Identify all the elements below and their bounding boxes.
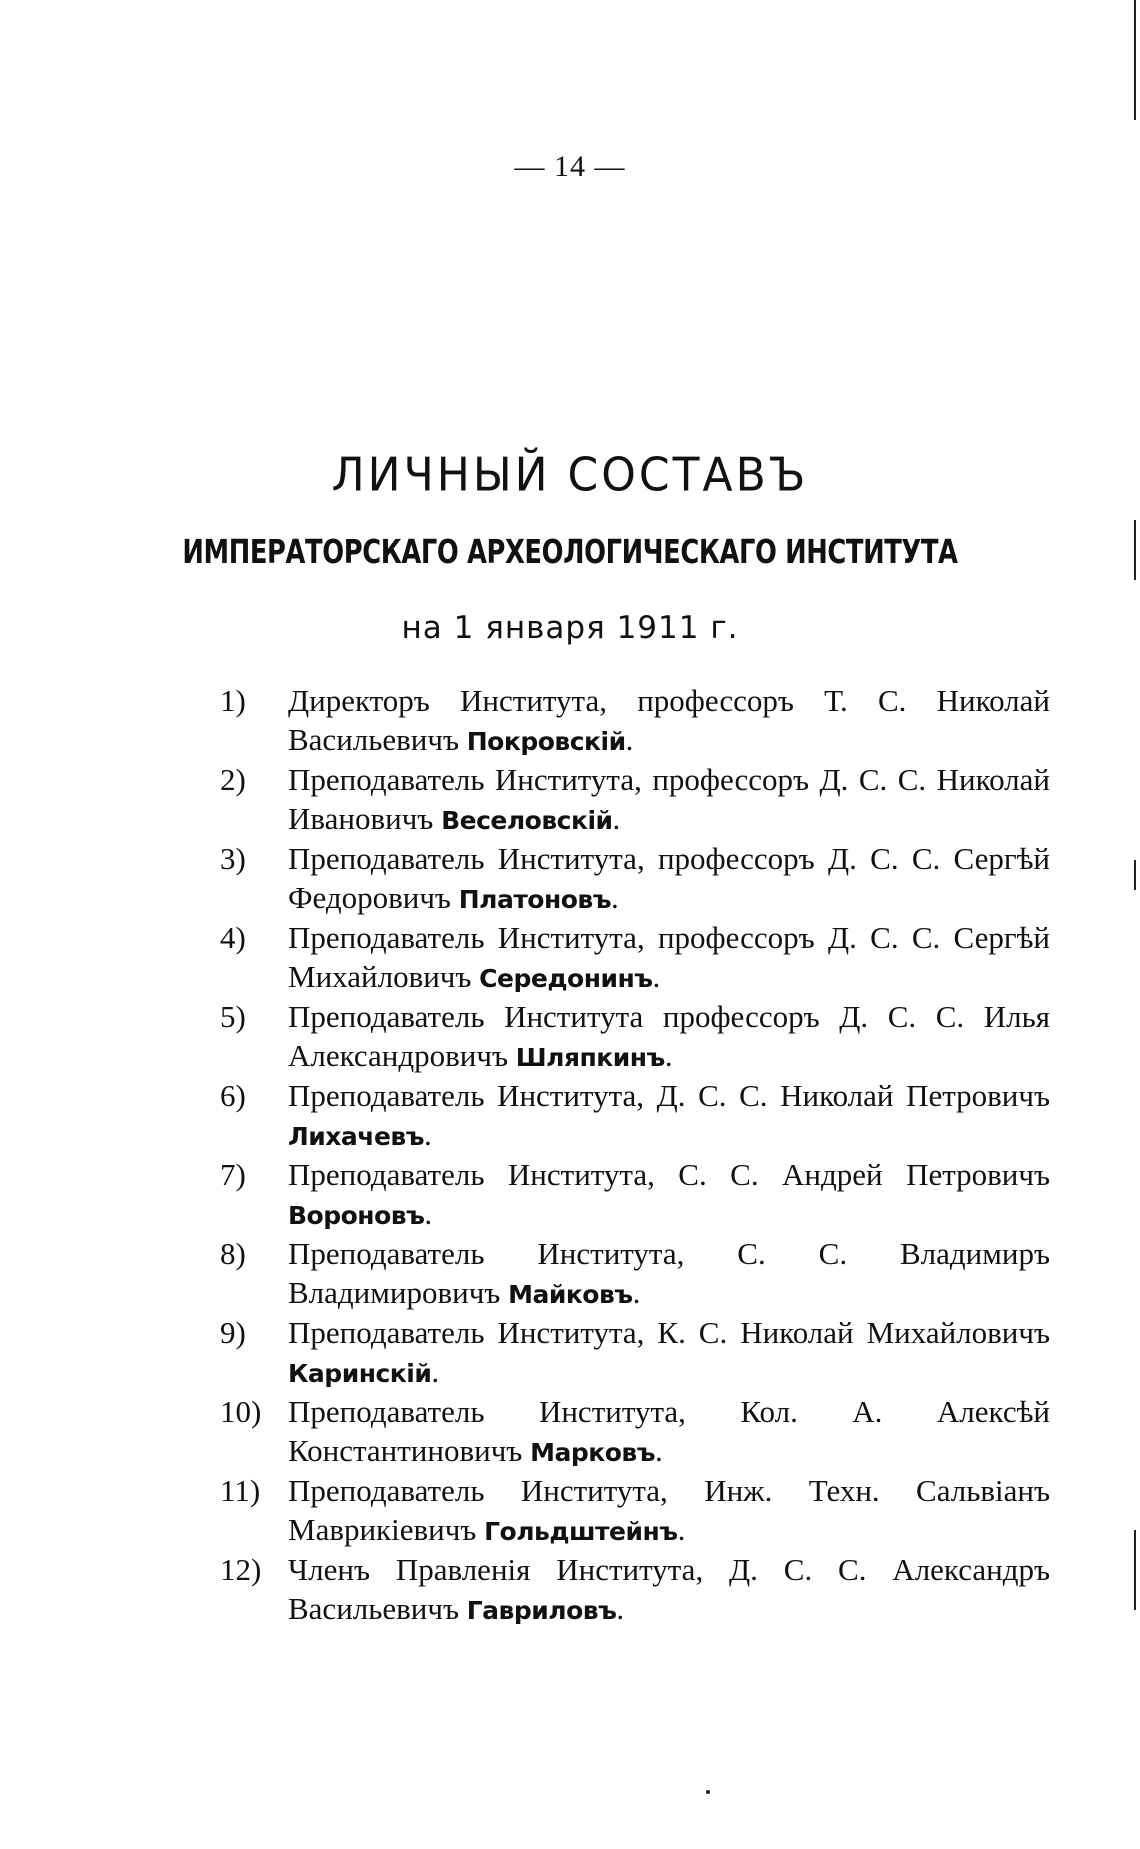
staff-item <box>220 1472 1050 1551</box>
item-text: Преподаватель Института, Кол. А. Алексѣй Константиновичъ <box>288 1394 1050 1468</box>
item-end: . <box>616 1590 625 1626</box>
page-title: ЛИЧНЫЙ СОСТАВЪ <box>331 448 809 503</box>
item-end: . <box>431 1353 440 1389</box>
staff-item <box>220 1314 1050 1393</box>
item-end: . <box>424 1116 432 1152</box>
item-end: . <box>655 1432 663 1468</box>
page-number: — 14 — <box>514 150 626 183</box>
item-text: Преподаватель Института, К. С. Николай Михайловичъ <box>288 1315 1050 1350</box>
item-number: 4) <box>220 920 246 955</box>
staff-list <box>220 682 1050 1630</box>
item-text: Членъ Правленія Института, Д. С. С. Александръ Васильевичъ <box>288 1552 1050 1626</box>
item-end: . <box>664 1037 673 1073</box>
item-number: 9) <box>220 1315 246 1350</box>
staff-item <box>220 682 1050 761</box>
staff-item <box>220 840 1050 919</box>
item-text: Директоръ Института, профессоръ Т. С. Николай Васильевичъ <box>288 683 1050 757</box>
subtitle-text: ИМПЕРАТОРСКАГО АРХЕОЛОГИЧЕСКАГО ИНСТИТУТА <box>182 532 958 571</box>
item-surname: Шляпкинъ <box>515 1042 665 1072</box>
item-text: Преподаватель Института, Д. С. С. Николай Петровичъ <box>288 1078 1050 1113</box>
item-end: . <box>424 1195 433 1231</box>
item-text: Преподаватель Института, профессоръ Д. С. С. Сергѣй Федоровичъ <box>288 841 1050 915</box>
page-edge-line <box>1134 0 1136 120</box>
staff-item <box>220 1077 1050 1156</box>
item-number: 6) <box>220 1078 246 1113</box>
item-end: . <box>611 879 619 915</box>
item-number: 3) <box>220 841 246 876</box>
page-subtitle <box>0 532 1140 571</box>
item-surname: Середонинъ <box>479 963 653 993</box>
ink-speck <box>706 1790 710 1794</box>
item-end: . <box>652 958 661 994</box>
page-edge-line <box>1134 860 1136 890</box>
item-surname: Веселовскій <box>441 805 613 835</box>
item-number: 2) <box>220 762 246 797</box>
staff-item <box>220 998 1050 1077</box>
item-number: 12) <box>220 1552 262 1587</box>
item-end: . <box>612 800 621 836</box>
item-surname: Покровскій <box>466 726 626 756</box>
staff-item <box>220 761 1050 840</box>
item-surname: Гольдштейнъ <box>484 1516 678 1546</box>
item-surname: Вороновъ <box>288 1200 425 1230</box>
item-text: Преподаватель Института, С. С. Владимиръ Владимировичъ <box>288 1236 1050 1310</box>
item-number: 10) <box>220 1394 262 1429</box>
item-surname: Платоновъ <box>458 884 612 914</box>
page-edge-line <box>1134 1530 1136 1610</box>
item-surname: Каринскій <box>288 1358 432 1388</box>
staff-item <box>220 1551 1050 1630</box>
item-number: 8) <box>220 1236 246 1271</box>
item-end: . <box>632 1274 641 1310</box>
item-surname: Марковъ <box>530 1437 655 1467</box>
item-surname: Майковъ <box>508 1279 633 1309</box>
item-end: . <box>625 721 634 757</box>
staff-item <box>220 919 1050 998</box>
item-text: Преподаватель Института, профессоръ Д. С. С. Сергѣй Михайловичъ <box>288 920 1050 994</box>
staff-item <box>220 1235 1050 1314</box>
item-text: Преподаватель Института, С. С. Андрей Петровичъ <box>288 1157 1050 1192</box>
item-surname: Лихачевъ <box>288 1121 425 1151</box>
item-surname: Гавриловъ <box>466 1595 617 1625</box>
item-number: 1) <box>220 683 246 718</box>
item-number: 5) <box>220 999 246 1034</box>
item-text: Преподаватель Института, Инж. Техн. Сальвіанъ Маврикіевичъ <box>288 1473 1050 1547</box>
staff-item <box>220 1156 1050 1235</box>
item-text: Преподаватель Института, профессоръ Д. С. С. Николай Ивановичъ <box>288 762 1050 836</box>
item-text: Преподаватель Института профессоръ Д. С. С. Илья Александровичъ <box>288 999 1050 1073</box>
staff-item <box>220 1393 1050 1472</box>
item-number: 7) <box>220 1157 246 1192</box>
item-number: 11) <box>220 1473 261 1508</box>
date-line: на 1 января 1911 г. <box>401 610 739 646</box>
item-end: . <box>677 1511 686 1547</box>
